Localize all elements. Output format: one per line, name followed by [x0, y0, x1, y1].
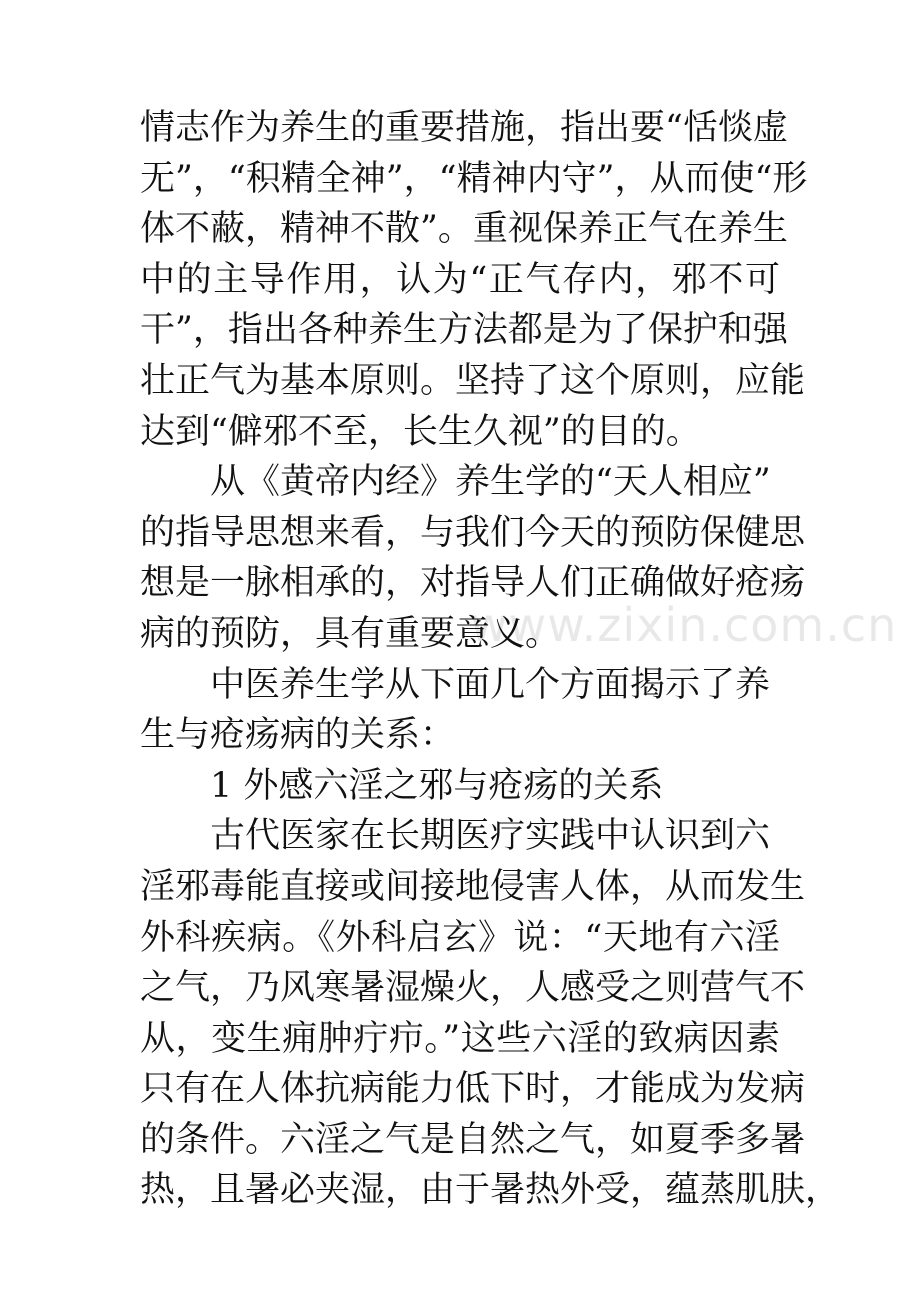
text-line-15: 古代医家在长期医疗实践中认识到六	[210, 816, 771, 857]
watermark: www.zixin.com.cn	[470, 598, 898, 652]
text-line-6: 壮正气为基本原则。坚持了这个原则，应能	[140, 360, 806, 401]
text-line-5: 干”，指出各种养生方法都是为了保护和强	[140, 310, 788, 351]
text-line-1: 情志作为养生的重要措施，指出要“恬惔虚	[140, 108, 788, 148]
text-line-16: 淫邪毒能直接或间接地侵害人体，从而发生	[140, 866, 806, 907]
section-heading: 1 外感六淫之邪与疮疡的关系	[210, 765, 664, 806]
text-line-20: 只有在人体抗病能力低下时，才能成为发病	[140, 1069, 806, 1110]
text-line-21: 的条件。六淫之气是自然之气，如夏季多暑	[140, 1119, 806, 1160]
text-line-2: 无”，“积精全神”，“精神内守”，从而使“形	[140, 158, 808, 199]
text-line-18: 之气，乃风寒暑湿燥火，人感受之则营气不	[140, 968, 806, 1009]
text-line-11: 病的预防，具有重要意义。	[140, 613, 561, 654]
text-line-13: 生与疮疡病的关系：	[140, 715, 456, 756]
document-body	[140, 103, 841, 1216]
text-line-3: 体不蔽，精神不散”。重视保养正气在养生	[140, 209, 788, 250]
text-line-22: 热，且暑必夹湿，由于暑热外受，蕴蒸肌肤，	[140, 1170, 841, 1211]
text-line-8: 从《黄帝内经》养生学的“天人相应”	[210, 462, 771, 503]
text-line-12: 中医养生学从下面几个方面揭示了养	[210, 664, 771, 705]
text-line-7: 达到“僻邪不至，长生久视”的目的。	[140, 411, 701, 452]
text-line-17: 外科疾病。《外科启玄》说：“天地有六淫	[140, 917, 780, 958]
text-line-10: 想是一脉相承的，对指导人们正确做好疮疡	[140, 563, 806, 604]
text-line-19: 从，变生痈肿疔疖。”这些六淫的致病因素	[140, 1018, 780, 1059]
text-line-4: 中的主导作用，认为“正气存内，邪不可	[140, 259, 780, 300]
text-line-9: 的指导思想来看，与我们今天的预防保健思	[140, 512, 806, 553]
